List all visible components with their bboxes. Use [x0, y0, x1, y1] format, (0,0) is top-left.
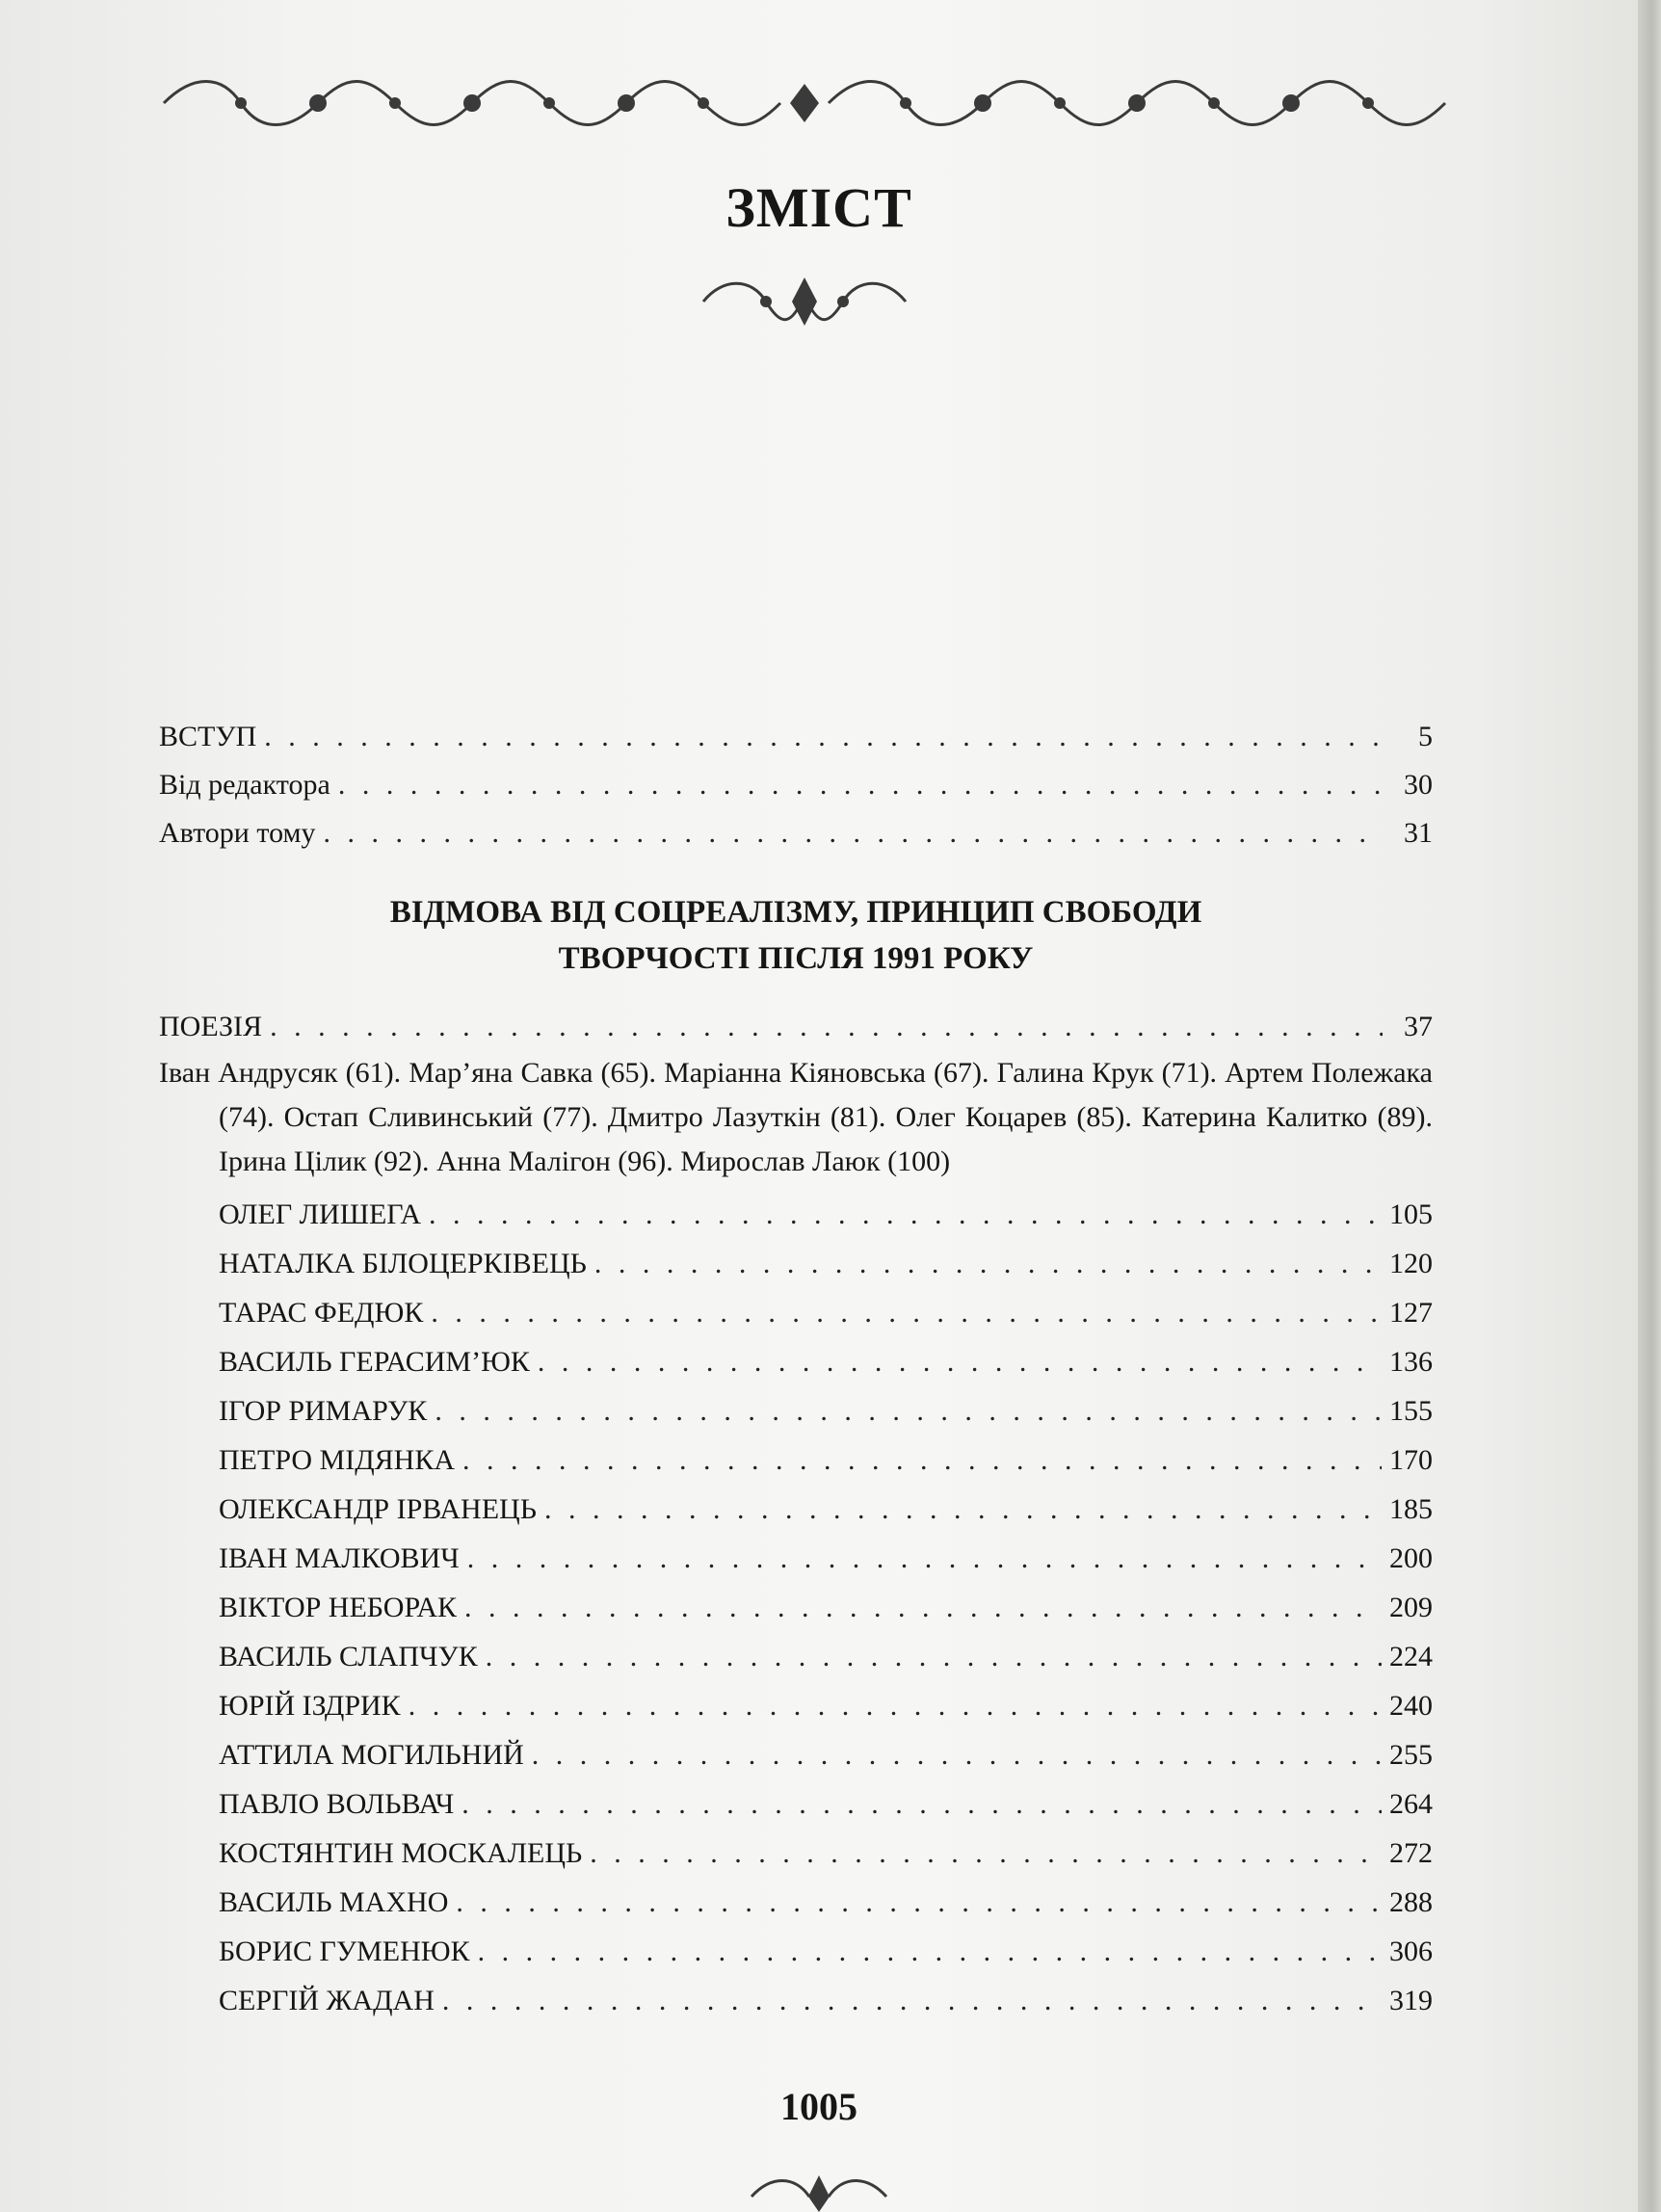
toc-entry-label: ОЛЕГ ЛИШЕГА [219, 1198, 422, 1230]
section-heading-line: ВІДМОВА ВІД СОЦРЕАЛІЗМУ, ПРИНЦИП СВОБОДИ [389, 895, 1202, 930]
toc-entry-author[interactable] [159, 1779, 1433, 1829]
toc-page-number: 255 [1389, 1739, 1433, 1771]
page-title: ЗМІСТ [725, 176, 912, 239]
header-ornament [154, 69, 1455, 137]
page-edge [1638, 0, 1661, 2212]
dot-leader [456, 1878, 1382, 1927]
toc-page-number: 31 [1404, 817, 1433, 849]
toc-entry-label: БОРИС ГУМЕНЮК [219, 1936, 470, 1967]
toc-entry-author[interactable] [159, 1435, 1433, 1485]
footer-ornament [747, 2168, 891, 2212]
toc-entry-label: ІВАН МАЛКОВИЧ [219, 1542, 460, 1574]
toc-page-number: 136 [1389, 1346, 1433, 1378]
toc-entry-authors[interactable] [159, 809, 1433, 857]
toc-page-number: 288 [1389, 1886, 1433, 1918]
toc-entry-label: ПЕТРО МІДЯНКА [219, 1444, 456, 1476]
toc-entry-intro[interactable] [159, 713, 1433, 761]
dot-leader [429, 1190, 1382, 1239]
author-entries [159, 1190, 1433, 2025]
toc-page-number: 127 [1389, 1297, 1433, 1329]
toc-entry-label: ПОЕЗІЯ [159, 1011, 263, 1042]
toc-entry-label: ТАРАС ФЕДЮК [219, 1297, 424, 1329]
section-heading [159, 889, 1433, 982]
toc-entry-author[interactable] [159, 1337, 1433, 1386]
dot-leader [442, 1976, 1382, 2025]
toc-page-number: 306 [1389, 1936, 1433, 1967]
poetry-authors-list: Іван Андрусяк (61). Мар’яна Савка (65). Маріанна Кіяновська (67). Галина Крук (71). Артем Полежака (74). Остап Сливинський (77). Дмитро Лазуткін (81). Олег Коцарев (85). Катерина Калитко (89). Ірина Цілик (92). Анна Малігон (96). Мирослав Лаюк (100) [159, 1057, 1433, 1177]
toc-entry-poetry[interactable] [159, 1003, 1433, 1051]
toc-page-number: 170 [1389, 1444, 1433, 1476]
toc-entry-label: КОСТЯНТИН МОСКАЛЕЦЬ [219, 1837, 583, 1869]
dot-leader [486, 1632, 1382, 1681]
toc-page-number: 224 [1389, 1641, 1433, 1672]
dot-leader [323, 809, 1383, 857]
toc-entry-label: ІГОР РИМАРУК [219, 1395, 428, 1427]
dot-leader [270, 1003, 1383, 1051]
toc-entry-label: ПАВЛО ВОЛЬВАЧ [219, 1788, 455, 1820]
toc-page-number: 200 [1389, 1542, 1433, 1574]
dot-leader [478, 1927, 1382, 1976]
dot-leader [532, 1730, 1382, 1779]
toc-entry-label: ВАСИЛЬ МАХНО [219, 1886, 449, 1918]
toc-page-number: 30 [1404, 769, 1433, 801]
toc-entry-author[interactable] [159, 1927, 1433, 1976]
toc-entry-label: АТТИЛА МОГИЛЬНИЙ [219, 1739, 524, 1771]
toc-page-number: 37 [1404, 1011, 1433, 1042]
toc-entry-author[interactable] [159, 1583, 1433, 1632]
dot-leader [462, 1435, 1382, 1485]
toc-page-number: 105 [1389, 1198, 1433, 1230]
toc-entry-author[interactable] [159, 1730, 1433, 1779]
toc-page-number: 120 [1389, 1248, 1433, 1279]
toc-entry-author[interactable] [159, 1829, 1433, 1878]
toc-page-number: 319 [1389, 1985, 1433, 2016]
toc-entry-author[interactable] [159, 1288, 1433, 1337]
toc-entry-author[interactable] [159, 1485, 1433, 1534]
dot-leader [435, 1386, 1382, 1435]
dot-leader [431, 1288, 1382, 1337]
dot-leader [264, 713, 1383, 761]
dot-leader [461, 1779, 1382, 1829]
dot-leader [409, 1681, 1382, 1730]
toc-entry-author[interactable] [159, 1681, 1433, 1730]
title-ornament [694, 270, 915, 333]
toc-entry-author[interactable] [159, 1239, 1433, 1288]
toc-entry-author[interactable] [159, 1976, 1433, 2025]
toc-entry-author[interactable] [159, 1632, 1433, 1681]
toc-entry-label: Автори тому [159, 817, 316, 849]
page-number: 1005 [780, 2085, 857, 2128]
toc-page-number: 185 [1389, 1493, 1433, 1525]
toc-entry-author[interactable] [159, 1878, 1433, 1927]
toc-entry-label: СЕРГІЙ ЖАДАН [219, 1985, 435, 2016]
section-heading-line: ТВОРЧОСТІ ПІСЛЯ 1991 РОКУ [558, 941, 1034, 976]
toc-page-number: 240 [1389, 1690, 1433, 1722]
toc-entry-label: ВАСИЛЬ СЛАПЧУК [219, 1641, 478, 1672]
toc-entry-label: ВСТУП [159, 721, 257, 752]
toc-entry-editor[interactable] [159, 761, 1433, 809]
toc-entry-label: ОЛЕКСАНДР ІРВАНЕЦЬ [219, 1493, 537, 1525]
dot-leader [467, 1534, 1382, 1583]
toc-entry-author[interactable] [159, 1190, 1433, 1239]
dot-leader [338, 761, 1383, 809]
toc-entry-label: ВАСИЛЬ ГЕРАСИМ’ЮК [219, 1346, 530, 1378]
toc-entry-author[interactable] [159, 1534, 1433, 1583]
toc-entry-author[interactable] [159, 1386, 1433, 1435]
toc-page-number: 5 [1418, 721, 1433, 752]
toc-page-number: 264 [1389, 1788, 1433, 1820]
dot-leader [590, 1829, 1382, 1878]
toc-entry-label: Від редактора [159, 769, 330, 801]
toc-entry-label: НАТАЛКА БІЛОЦЕРКІВЕЦЬ [219, 1248, 587, 1279]
toc-page-number: 155 [1389, 1395, 1433, 1427]
dot-leader [464, 1583, 1382, 1632]
table-of-contents [159, 713, 1433, 2025]
toc-page-number: 272 [1389, 1837, 1433, 1869]
dot-leader [544, 1485, 1382, 1534]
dot-leader [538, 1337, 1382, 1386]
toc-page-number: 209 [1389, 1592, 1433, 1623]
dot-leader [594, 1239, 1382, 1288]
toc-entry-label: ЮРІЙ ІЗДРИК [219, 1690, 401, 1722]
toc-entry-label: ВІКТОР НЕБОРАК [219, 1592, 457, 1623]
